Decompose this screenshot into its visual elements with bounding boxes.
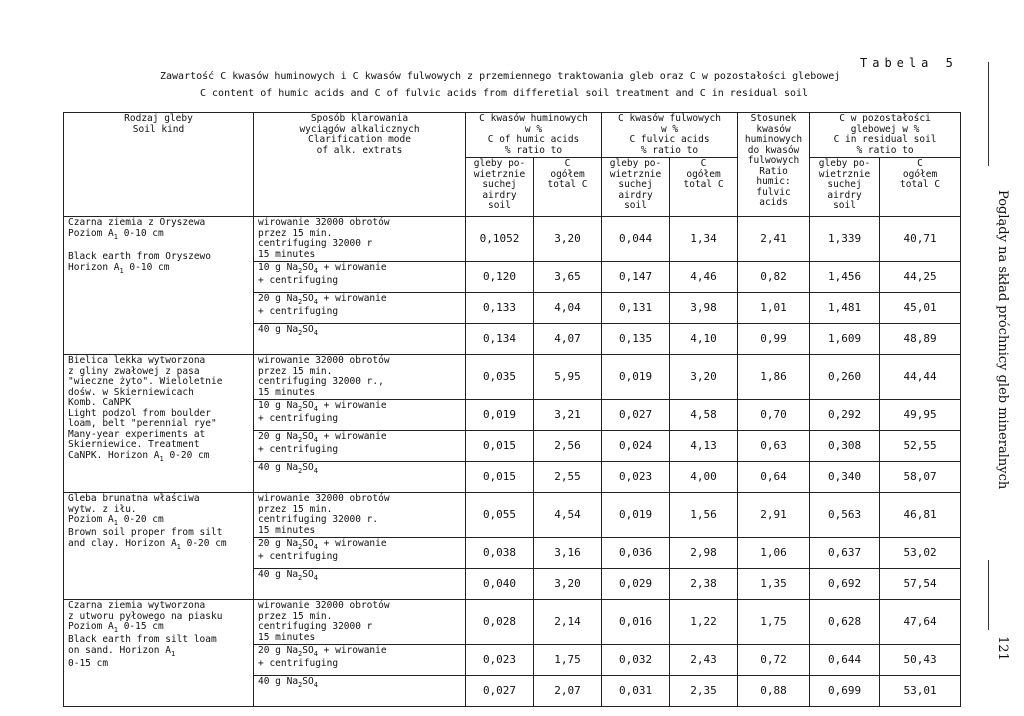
value-cell: 0,644: [810, 645, 880, 676]
method-line: centrifuging 32000 r: [258, 238, 373, 249]
header-residual-airdry: gleby po- wietrznie suchej airdry soil: [810, 158, 880, 217]
value-cell: 2,43: [670, 645, 738, 676]
table-row: [64, 600, 961, 645]
value-cell: 47,64: [880, 600, 961, 645]
soil-line: Bielica lekka wytworzona: [68, 355, 206, 366]
method-line: 20 g $Na_2SO_4$ + wirowanie: [258, 431, 387, 444]
data-table: [63, 112, 961, 707]
header-ratio: Stosunek kwasów huminowych do kwasów fulwowych Ratio humic: fulvic acids: [738, 113, 810, 217]
value-cell: 1,01: [738, 293, 810, 324]
value-cell: 0,031: [602, 676, 670, 707]
method-line: przez 15 min.: [258, 365, 333, 377]
value-cell: 5,95: [534, 355, 602, 400]
method-cell: [254, 462, 466, 493]
value-cell: 0,82: [738, 262, 810, 293]
page-number: 121: [995, 636, 1010, 661]
soil-line: CaNPK. Horizon $A_1$ 0-20 cm: [68, 449, 210, 463]
value-cell: 0,035: [466, 355, 534, 400]
method-line: centrifuging 32000 r: [258, 621, 373, 632]
value-cell: 4,58: [670, 400, 738, 431]
value-cell: 0,308: [810, 431, 880, 462]
value-cell: 0,027: [602, 400, 670, 431]
table-body: [64, 217, 961, 707]
value-cell: 48,89: [880, 324, 961, 355]
value-cell: 1,35: [738, 569, 810, 600]
value-cell: 0,637: [810, 538, 880, 569]
value-cell: 0,015: [466, 431, 534, 462]
header-fulvic-airdry: gleby po- wietrznie suchej airdry soil: [602, 158, 670, 217]
value-cell: 44,44: [880, 355, 961, 400]
value-cell: 0,019: [602, 493, 670, 538]
method-cell: [254, 600, 466, 645]
value-cell: 3,20: [670, 355, 738, 400]
method-line: wirowanie 32000 obrotów: [258, 355, 390, 366]
value-cell: 2,41: [738, 217, 810, 262]
value-cell: 0,692: [810, 569, 880, 600]
value-cell: 0,628: [810, 600, 880, 645]
table-label: Tabela 5: [860, 56, 958, 70]
soil-description: [64, 600, 254, 707]
value-cell: 0,028: [466, 600, 534, 645]
margin-rule: [988, 62, 989, 166]
soil-line: Poziom $A_1$ 0-20 cm: [68, 514, 164, 527]
value-cell: 0,72: [738, 645, 810, 676]
soil-line: Poziom $A_1$ 0-15 cm: [68, 621, 164, 634]
value-cell: 53,01: [880, 676, 961, 707]
value-cell: 1,75: [738, 600, 810, 645]
value-cell: 0,1052: [466, 217, 534, 262]
method-line: wirowanie 32000 obrotów: [258, 493, 390, 504]
value-cell: 2,14: [534, 600, 602, 645]
soil-line: Gleba brunatna właściwa: [68, 493, 200, 504]
method-line: + centrifuging: [258, 306, 339, 318]
value-cell: 1,609: [810, 324, 880, 355]
value-cell: 1,56: [670, 493, 738, 538]
value-cell: 1,339: [810, 217, 880, 262]
value-cell: 0,133: [466, 293, 534, 324]
value-cell: 0,120: [466, 262, 534, 293]
soil-description: [64, 355, 254, 493]
value-cell: 0,023: [466, 645, 534, 676]
value-cell: 0,029: [602, 569, 670, 600]
value-cell: 2,35: [670, 676, 738, 707]
method-line: 15 minutes: [258, 524, 316, 536]
soil-line: "wieczne żyto". Wieloletnie: [68, 376, 223, 387]
header-humic-group: C kwasów huminowych w % C of humic acids % ratio to: [466, 113, 602, 158]
soil-line: Skierniewice. Treatment: [68, 439, 200, 450]
value-cell: 4,07: [534, 324, 602, 355]
value-cell: 0,88: [738, 676, 810, 707]
method-line: przez 15 min.: [258, 503, 333, 515]
method-line: 40 g $Na_2SO_4$: [258, 324, 318, 337]
value-cell: 2,55: [534, 462, 602, 493]
value-cell: 49,95: [880, 400, 961, 431]
method-line: 15 minutes: [258, 248, 316, 260]
value-cell: 0,027: [466, 676, 534, 707]
value-cell: 57,54: [880, 569, 961, 600]
value-cell: 2,07: [534, 676, 602, 707]
margin-rule: [988, 560, 989, 630]
value-cell: 1,86: [738, 355, 810, 400]
header-humic-total: C ogółem total C: [534, 158, 602, 217]
soil-line: Komb. CaNPK: [68, 397, 131, 408]
value-cell: 1,456: [810, 262, 880, 293]
method-cell: [254, 569, 466, 600]
method-line: 20 g $Na_2SO_4$ + wirowanie: [258, 645, 387, 658]
value-cell: 3,98: [670, 293, 738, 324]
value-cell: 0,63: [738, 431, 810, 462]
soil-line: Horizon $A_1$ 0-10 cm: [68, 261, 170, 275]
soil-description: [64, 493, 254, 600]
soil-line: Poziom $A_1$ 0-10 cm: [68, 227, 164, 241]
method-line: 15 minutes: [258, 386, 316, 398]
value-cell: 3,16: [534, 538, 602, 569]
method-line: + centrifuging: [258, 275, 339, 287]
method-line: 20 g $Na_2SO_4$ + wirowanie: [258, 538, 387, 551]
soil-line: and clay. Horizon $A_1$ 0-20 cm: [68, 537, 227, 551]
method-line: przez 15 min.: [258, 610, 333, 622]
caption-polish: Zawartość C kwasów huminowych i C kwasów fulwowych z przemiennego traktowania gleb oraz C w pozostałości glebowej: [160, 71, 841, 82]
method-cell: [254, 676, 466, 707]
method-cell: [254, 645, 466, 676]
header-method: Sposób klarowania wyciągów alkalicznych Clarification mode of alk. extrats: [254, 113, 466, 217]
value-cell: 0,016: [602, 600, 670, 645]
value-cell: 0,340: [810, 462, 880, 493]
value-cell: 46,81: [880, 493, 961, 538]
value-cell: 0,044: [602, 217, 670, 262]
value-cell: 0,134: [466, 324, 534, 355]
value-cell: 44,25: [880, 262, 961, 293]
value-cell: 0,040: [466, 569, 534, 600]
table-row: [64, 217, 961, 262]
value-cell: 0,64: [738, 462, 810, 493]
soil-line: on sand. Horizon $A_1$: [68, 644, 176, 658]
value-cell: 0,055: [466, 493, 534, 538]
soil-line: Black earth from silt loam: [68, 634, 217, 646]
method-cell: [254, 355, 466, 400]
value-cell: 0,036: [602, 538, 670, 569]
method-line: 40 g $Na_2SO_4$: [258, 462, 318, 475]
value-cell: 1,481: [810, 293, 880, 324]
value-cell: 0,292: [810, 400, 880, 431]
method-cell: [254, 217, 466, 262]
method-line: 40 g $Na_2SO_4$: [258, 676, 318, 689]
value-cell: 0,023: [602, 462, 670, 493]
value-cell: 4,54: [534, 493, 602, 538]
soil-line: z utworu pyłowego na piasku: [68, 610, 223, 622]
method-line: centrifuging 32000 r.: [258, 514, 379, 525]
method-line: wirowanie 32000 obrotów: [258, 217, 390, 228]
value-cell: 4,13: [670, 431, 738, 462]
soil-line: Czarna ziemia z Oryszewa: [68, 217, 206, 228]
value-cell: 0,147: [602, 262, 670, 293]
value-cell: 1,06: [738, 538, 810, 569]
method-line: 40 g $Na_2SO_4$: [258, 569, 318, 582]
method-line: 10 g $Na_2SO_4$ + wirowanie: [258, 262, 387, 275]
method-line: centrifuging 32000 r.,: [258, 376, 384, 387]
value-cell: 52,55: [880, 431, 961, 462]
method-line: 15 minutes: [258, 631, 316, 643]
value-cell: 0,015: [466, 462, 534, 493]
caption-english: C content of humic acids and C of fulvic acids from differetial soil treatment and C in residual soil: [200, 88, 809, 99]
value-cell: 0,019: [602, 355, 670, 400]
value-cell: 4,04: [534, 293, 602, 324]
value-cell: 58,07: [880, 462, 961, 493]
value-cell: 0,135: [602, 324, 670, 355]
method-line: 20 g $Na_2SO_4$ + wirowanie: [258, 293, 387, 306]
method-cell: [254, 400, 466, 431]
method-cell: [254, 493, 466, 538]
value-cell: 0,019: [466, 400, 534, 431]
method-line: przez 15 min.: [258, 227, 333, 239]
soil-line: 0-15 cm: [68, 658, 109, 670]
method-cell: [254, 293, 466, 324]
running-head: Poglądy na skład próchnicy gleb mineralnych: [995, 190, 1010, 490]
method-line: + centrifuging: [258, 658, 339, 670]
value-cell: 0,024: [602, 431, 670, 462]
value-cell: 3,20: [534, 217, 602, 262]
value-cell: 0,260: [810, 355, 880, 400]
method-cell: [254, 431, 466, 462]
soil-line: loam, belt "perennial rye": [68, 418, 217, 429]
table-caption: [160, 68, 840, 102]
value-cell: 2,98: [670, 538, 738, 569]
table-row: [64, 355, 961, 400]
soil-line: Many-year experiments at: [68, 428, 206, 440]
soil-line: dośw. w Skierniewicach: [68, 386, 194, 398]
value-cell: 40,71: [880, 217, 961, 262]
value-cell: 0,032: [602, 645, 670, 676]
header-residual-total: C ogółem total C: [880, 158, 961, 217]
table-row: [64, 493, 961, 538]
value-cell: 0,70: [738, 400, 810, 431]
value-cell: 0,038: [466, 538, 534, 569]
header-soil-kind: Rodzaj gleby Soil kind: [64, 113, 254, 217]
method-line: + centrifuging: [258, 444, 339, 456]
value-cell: 50,43: [880, 645, 961, 676]
header-fulvic-total: C ogółem total C: [670, 158, 738, 217]
method-line: + centrifuging: [258, 551, 339, 563]
value-cell: 2,38: [670, 569, 738, 600]
value-cell: 3,21: [534, 400, 602, 431]
value-cell: 2,91: [738, 493, 810, 538]
value-cell: 4,00: [670, 462, 738, 493]
value-cell: 1,34: [670, 217, 738, 262]
value-cell: 1,75: [534, 645, 602, 676]
value-cell: 2,56: [534, 431, 602, 462]
soil-line: Black earth from Oryszewo: [68, 251, 211, 263]
soil-line: Light podzol from boulder: [68, 407, 211, 419]
value-cell: 1,22: [670, 600, 738, 645]
method-cell: [254, 538, 466, 569]
value-cell: 4,46: [670, 262, 738, 293]
soil-description: [64, 217, 254, 355]
method-line: wirowanie 32000 obrotów: [258, 600, 390, 611]
value-cell: 53,02: [880, 538, 961, 569]
header-fulvic-group: C kwasów fulwowych w % C fulvic acids % ratio to: [602, 113, 738, 158]
header-residual-group: C w pozostałości glebowej w % C in residual soil % ratio to: [810, 113, 961, 158]
soil-line: Brown soil proper from silt: [68, 527, 223, 539]
value-cell: 0,131: [602, 293, 670, 324]
value-cell: 45,01: [880, 293, 961, 324]
method-cell: [254, 262, 466, 293]
soil-line: wytw. z iłu.: [68, 503, 137, 515]
value-cell: 0,99: [738, 324, 810, 355]
method-line: + centrifuging: [258, 413, 339, 425]
soil-line: z gliny zwałowej z pasa: [68, 365, 200, 377]
value-cell: 3,65: [534, 262, 602, 293]
method-cell: [254, 324, 466, 355]
value-cell: 4,10: [670, 324, 738, 355]
value-cell: 0,699: [810, 676, 880, 707]
value-cell: 3,20: [534, 569, 602, 600]
soil-line: Czarna ziemia wytworzona: [68, 600, 206, 611]
header-humic-airdry: gleby po- wietrznie suchej airdry soil: [466, 158, 534, 217]
value-cell: 0,563: [810, 493, 880, 538]
method-line: 10 g $Na_2SO_4$ + wirowanie: [258, 400, 387, 413]
